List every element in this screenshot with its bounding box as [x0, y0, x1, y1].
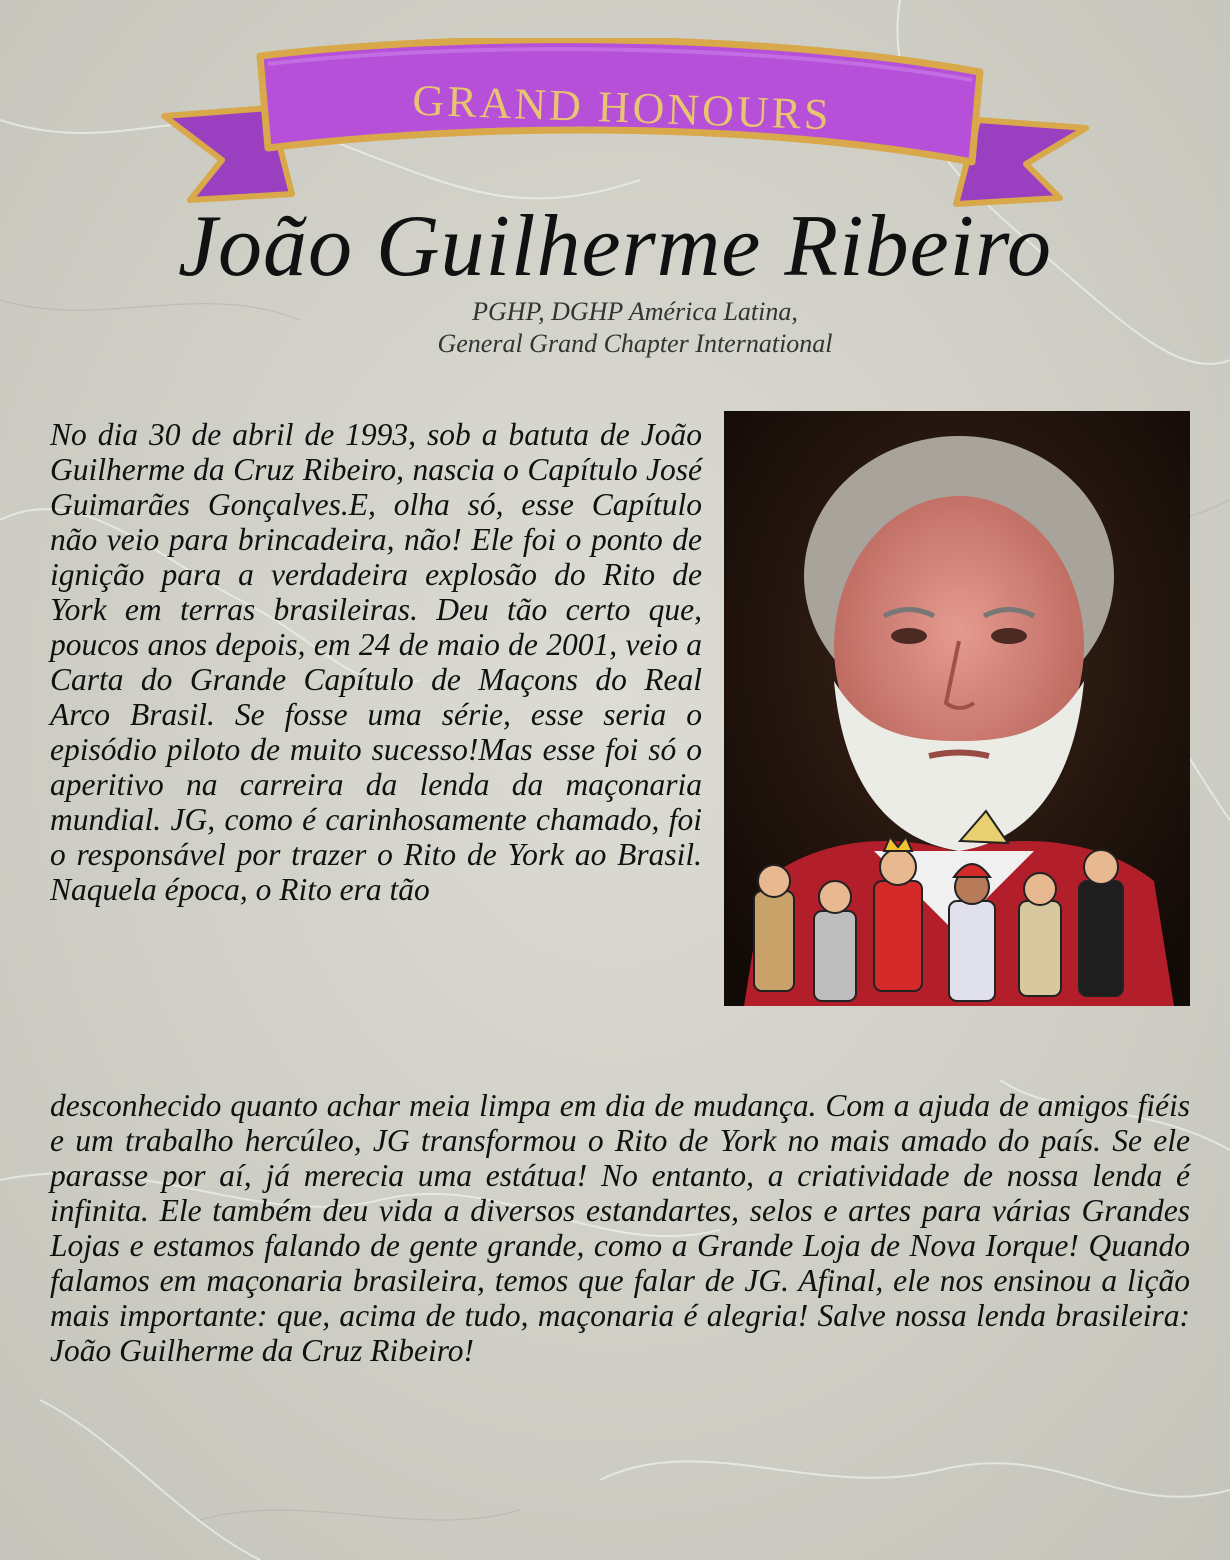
subtitle-line-1: PGHP, DGHP América Latina,	[472, 297, 798, 326]
banner-label: GRAND HONOURS	[411, 75, 833, 140]
article-text-part-2: desconhecido quanto achar meia limpa em dia de mudança. Com a ajuda de amigos fiéis e um trabalho hercúleo, JG transformou o Rito de York no mais amado do país. Se ele parasse por aí, já merecia uma estátua! No entanto, a criatividade de nossa lenda é infinita. Ele também deu vida a diversos estandartes, selos e artes para várias Grandes Lojas e estamos falando de gente grande, como a Grande Loja de Nova Iorque! Quando falamos em maçonaria brasileira, temos que falar de JG. Afinal, ele nos ensinou a lição mais importante: que, acima de tudo, maçonaria é alegria! Salve nossa lenda brasileira: João Guilherme da Cruz Ribeiro!	[50, 1088, 1190, 1368]
grand-honours-banner	[160, 38, 1090, 208]
subtitle-line-2: General Grand Chapter International	[437, 329, 833, 358]
honoree-portrait-photo	[724, 411, 1190, 1006]
honoree-titles	[0, 296, 1230, 360]
article-text-part-1: No dia 30 de abril de 1993, sob a batuta de João Guilherme da Cruz Ribeiro, nascia o Capítulo José Guimarães Gonçalves.E, olha só, esse Capítulo não veio para brincadeira, não! Ele foi o ponto de ignição para a verdadeira explosão do Rito de York em terras brasileiras. Deu tão certo que, poucos anos depois, em 24 de maio de 2001, veio a Carta do Grande Capítulo de Maçons do Real Arco Brasil. Se fosse uma série, esse seria o episódio piloto de muito sucesso!Mas esse foi só o aperitivo na carreira da lenda da maçonaria mundial. JG, como é carinhosamente chamado, foi o responsável por trazer o Rito de York ao Brasil. Naquela época, o Rito era tão	[50, 417, 702, 907]
honoree-name: João Guilherme Ribeiro	[177, 198, 1053, 295]
